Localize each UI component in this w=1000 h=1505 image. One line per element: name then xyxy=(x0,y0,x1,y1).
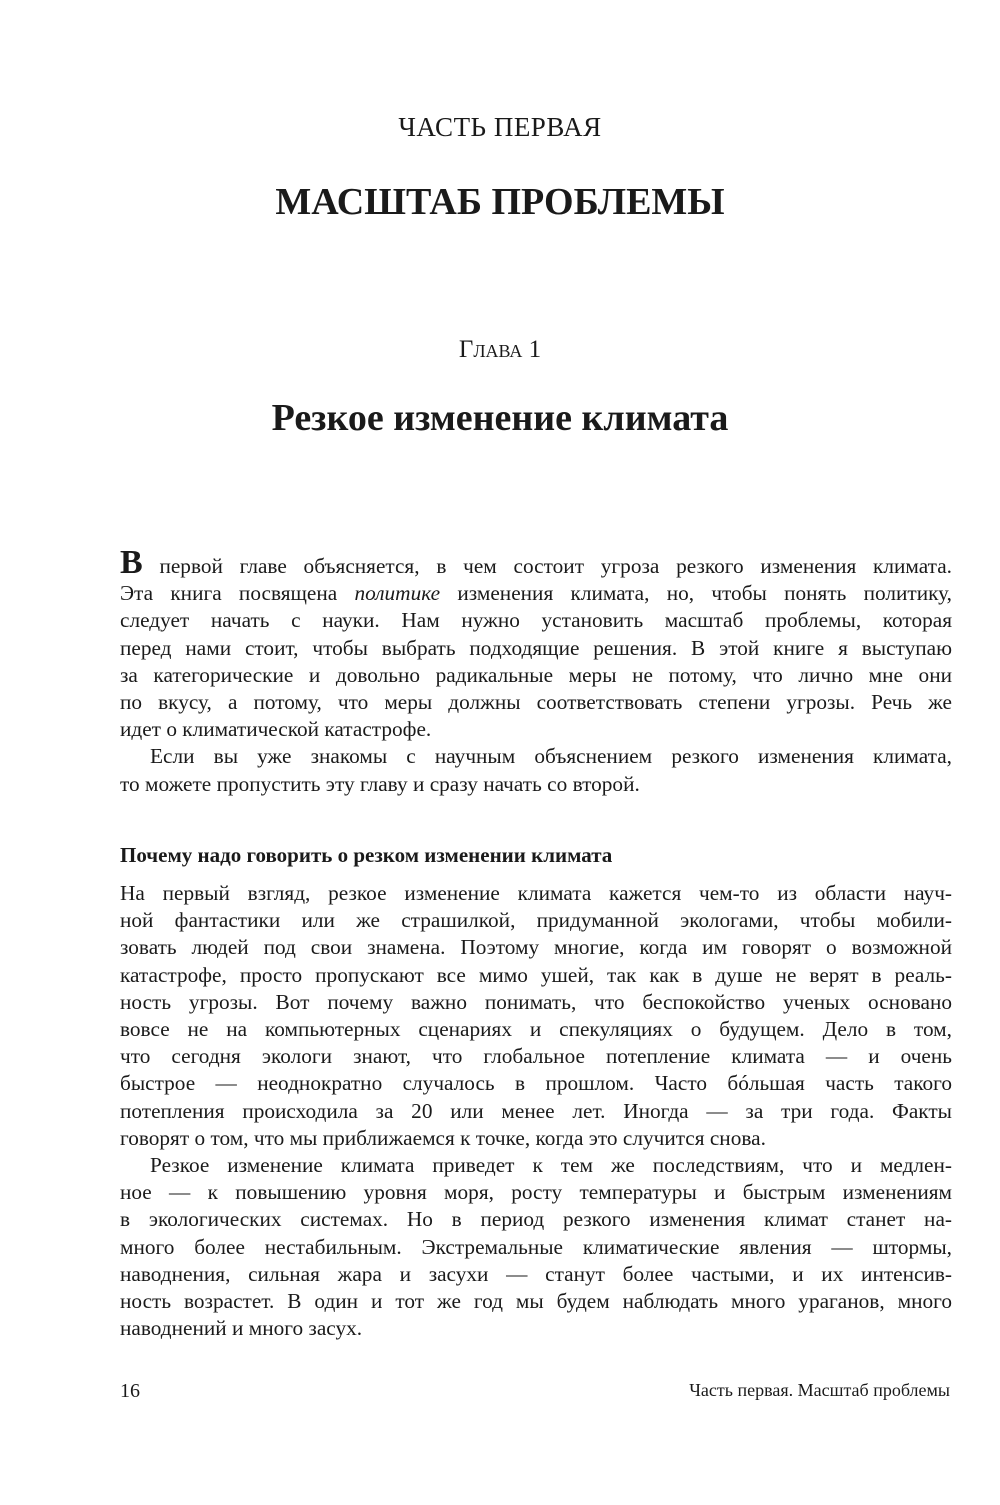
text-line xyxy=(120,607,952,634)
part-title: МАСШТАБ ПРОБЛЕМЫ xyxy=(275,181,725,223)
text-span: Если вы уже знакомы с научным объяснением резкого изменения климата, xyxy=(150,744,952,769)
body-text xyxy=(120,880,952,1342)
text-line xyxy=(120,662,952,689)
text-line xyxy=(120,1206,952,1233)
text-span: потепления происходила за 20 или менее лет. Иногда — за три года. Факты xyxy=(120,1098,952,1123)
intro-text xyxy=(120,544,953,798)
chapter-title: Резкое изменение климата xyxy=(271,397,729,439)
paragraph xyxy=(120,544,953,743)
text-line xyxy=(120,635,952,662)
text-line xyxy=(120,1125,952,1152)
text-line xyxy=(120,1016,952,1043)
text-span: за категорические и довольно радикальные меры не потому, что лично мне они xyxy=(120,662,952,687)
section-heading: Почему надо говорить о резком изменении климата xyxy=(120,843,613,867)
text-line xyxy=(120,934,952,961)
text-span: по вкусу, а потому, что меры должны соответствовать степени угрозы. Речь же xyxy=(120,690,952,715)
text-line xyxy=(120,743,952,770)
text-span: идет о климатической катастрофе. xyxy=(120,717,432,742)
text-line xyxy=(120,771,952,798)
text-span: много более нестабильным. Экстремальные климатические явления — штормы, xyxy=(120,1234,952,1259)
paragraph xyxy=(120,1152,952,1342)
page-number: 16 xyxy=(120,1380,140,1402)
text-line xyxy=(120,880,952,907)
text-line xyxy=(120,1152,952,1179)
part-label: ЧАСТЬ ПЕРВАЯ xyxy=(398,112,602,142)
text-line xyxy=(120,544,952,581)
text-span: ность угрозы. Вот почему важно понимать, что беспокойство ученых основано xyxy=(120,989,952,1014)
text-line xyxy=(120,1261,952,1288)
text-span: быстрое — неоднократно случалось в прошлом. Часто бóльшая часть такого xyxy=(120,1071,952,1096)
text-span: то можете пропустить эту главу и сразу начать со второй. xyxy=(120,771,640,796)
text-span: Резкое изменение климата приведет к тем же последствиям, что и медлен- xyxy=(150,1153,952,1178)
text-span: перед нами стоит, чтобы выбрать подходящие решения. В этой книге я выступаю xyxy=(120,635,952,660)
text-span: наводнения, сильная жара и засухи — станут более частыми, и их интенсив- xyxy=(120,1261,952,1286)
text-line xyxy=(120,1315,952,1342)
text-line xyxy=(120,689,952,716)
text-span: первой главе объясняется, в чем состоит угроза резкого изменения климата. xyxy=(142,554,952,578)
text-span: ность возрастет. В один и тот же год мы будем наблюдать много ураганов, много xyxy=(120,1289,952,1314)
text-line xyxy=(120,1098,952,1125)
text-span: в экологических системах. Но в период резкого изменения климат станет на- xyxy=(120,1207,952,1232)
text-span: говорят о том, что мы приближаемся к точке, когда это случится снова. xyxy=(120,1125,766,1150)
paragraph xyxy=(120,880,952,1152)
running-head: Часть первая. Масштаб проблемы xyxy=(689,1380,950,1400)
text-line xyxy=(120,1234,952,1261)
emphasis-text: политике xyxy=(354,581,441,606)
text-line xyxy=(120,962,952,989)
text-span: вовсе не на компьютерных сценариях и спекуляциях о будущем. Дело в том, xyxy=(120,1017,952,1042)
text-line xyxy=(120,1043,952,1070)
text-line xyxy=(120,1288,952,1315)
text-line xyxy=(120,580,952,607)
text-line xyxy=(120,989,952,1016)
text-span: следует начать с науки. Нам нужно установить масштаб проблемы, которая xyxy=(120,608,952,633)
text-line xyxy=(120,1179,952,1206)
text-line xyxy=(120,716,952,743)
text-span: катастрофе, просто пропускают все мимо ушей, так как в душе не верят в реаль- xyxy=(120,962,952,987)
chapter-label: Глава 1 xyxy=(458,336,542,363)
text-line xyxy=(120,1070,952,1097)
text-line xyxy=(120,907,952,934)
drop-cap: В xyxy=(120,544,143,581)
text-span: На первый взгляд, резкое изменение климата кажется чем-то из области науч- xyxy=(120,881,952,905)
text-span: что сегодня экологи знают, что глобальное потепление климата — и очень xyxy=(120,1044,952,1069)
text-span: Эта книга посвящена xyxy=(120,581,355,606)
text-span: наводнений и много засух. xyxy=(120,1316,363,1341)
text-span: изменения климата, но, чтобы понять политику, xyxy=(440,581,953,606)
text-span: ной фантастики или же страшилкой, придуманной экологами, чтобы мобили- xyxy=(120,908,952,933)
paragraph xyxy=(120,743,952,797)
text-span: зовать людей под свои знамена. Поэтому многие, когда им говорят о возможной xyxy=(120,935,952,960)
text-span: ное — к повышению уровня моря, росту температуры и быстрым изменениям xyxy=(120,1180,952,1205)
